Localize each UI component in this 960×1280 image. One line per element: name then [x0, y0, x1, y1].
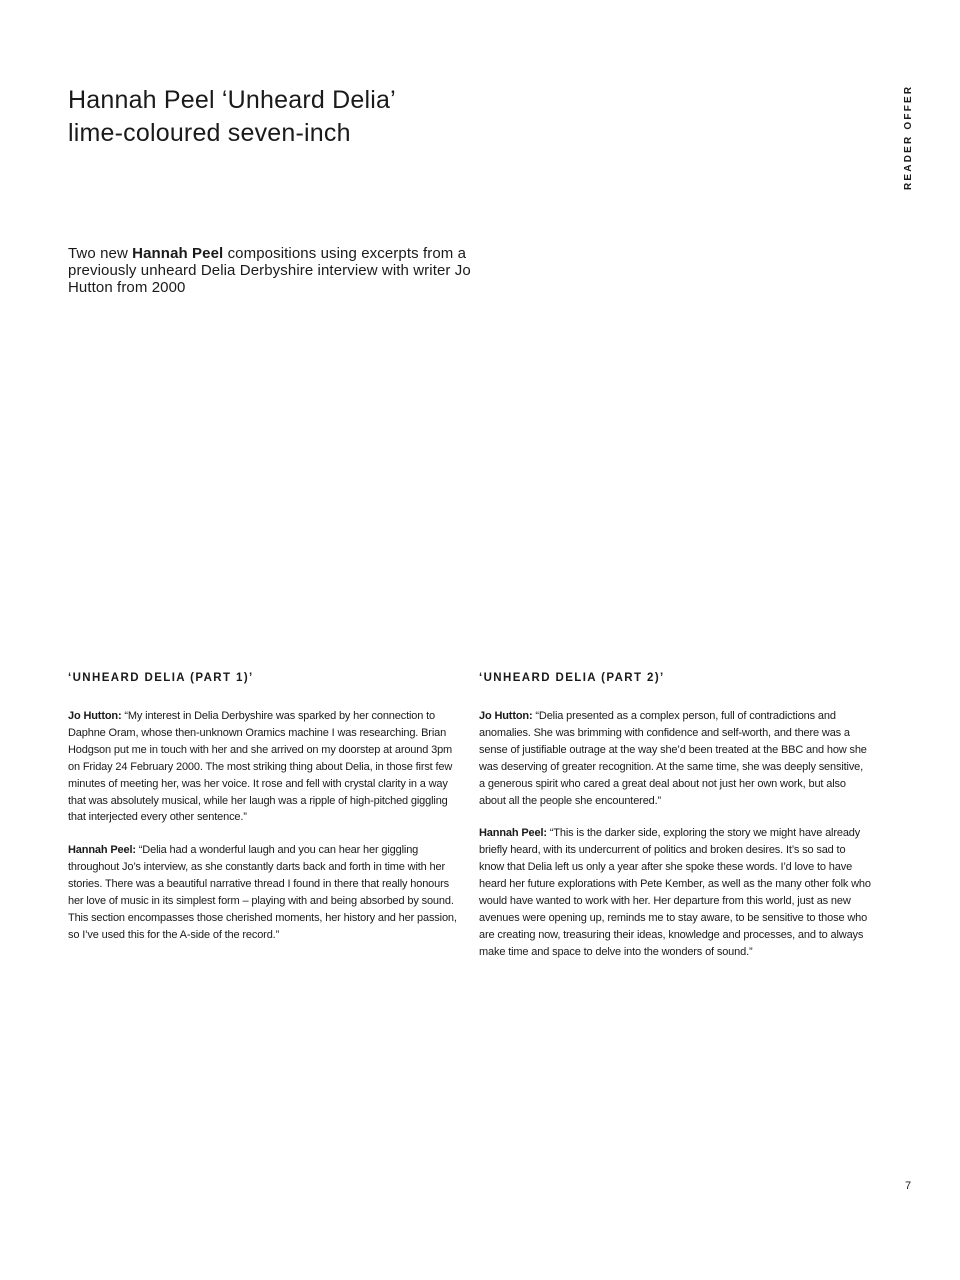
column-heading: ‘UNHEARD DELIA (PART 2)’	[479, 672, 665, 684]
column-heading: ‘UNHEARD DELIA (PART 1)’	[68, 672, 254, 684]
quote-text: “Delia presented as a complex person, full of contradictions and anomalies. She was brimming with confidence and self-worth, and there was a sense of justifiable outrage at the way she’d been treated at the BBC and how she was deserving of greater recognition. At the same time, she was deeply sensitive, a generous spirit who cared a great deal about not just her own work, but also about all the people she encountered.”	[479, 710, 867, 807]
speaker-name: Hannah Peel:	[479, 827, 547, 840]
intro-suffix: compositions using excerpts from a previously unheard Delia Derbyshire interview with writer Jo Hutton from 2000	[68, 245, 471, 296]
intro-text	[68, 245, 488, 296]
quote-paragraph	[479, 825, 871, 960]
quote-paragraph	[68, 708, 460, 826]
intro-artist: Hannah Peel	[132, 245, 224, 262]
title-line-2: lime-coloured seven-inch	[68, 119, 351, 147]
section-label: READER OFFER	[903, 84, 914, 190]
quote-text: “My interest in Delia Derbyshire was sparked by her connection to Daphne Oram, whose then-unknown Oramics machine I was researching. Brian Hodgson put me in touch with her and she arrived on my doorstep at around 3pm on Friday 24 February 2000. The most striking thing about Delia, in those first few minutes of meeting her, was her voice. It rose and fell with crystal clarity in a way that was absolutely musical, while her laugh was a ripple of high-pitched giggling that interjected every other sentence.”	[68, 710, 453, 824]
quote-text: “Delia had a wonderful laugh and you can hear her giggling throughout Jo’s interview, as she constantly darts back and forth in time with her stories. There was a beautiful narrative thread I found in there that really honours her love of music in its simplest form – playing with and being absorbed by sound. This section encompasses those cherished moments, her history and her passion, so I’ve used this for the A-side of the record.”	[68, 844, 457, 941]
speaker-name: Jo Hutton:	[68, 710, 122, 722]
page-number: 7	[905, 1180, 912, 1192]
speaker-name: Jo Hutton:	[479, 710, 533, 722]
column-part-1	[68, 670, 460, 960]
title-line-1: Hannah Peel ‘Unheard Delia’	[68, 86, 396, 114]
page-title	[68, 84, 768, 150]
quote-paragraph	[479, 708, 871, 809]
quote-paragraph	[68, 842, 460, 943]
intro-prefix: Two new	[68, 245, 133, 262]
speaker-name: Hannah Peel:	[68, 844, 136, 857]
quote-text: “This is the darker side, exploring the story we might have already briefly heard, with its undercurrent of politics and broken desires. It’s so sad to know that Delia left us only a year after she spoke these words. I’d love to have heard her future explorations with Pete Kember, as well as the many other folk who would have wanted to work with her. Her departure from this world, just as new avenues were opening up, reminds me to stay aware, to be sensitive to those who are creating now, treasuring their ideas, knowledge and processes, and to always make time and space to delve into the wonders of sound.”	[479, 827, 871, 958]
column-part-2	[479, 670, 871, 977]
